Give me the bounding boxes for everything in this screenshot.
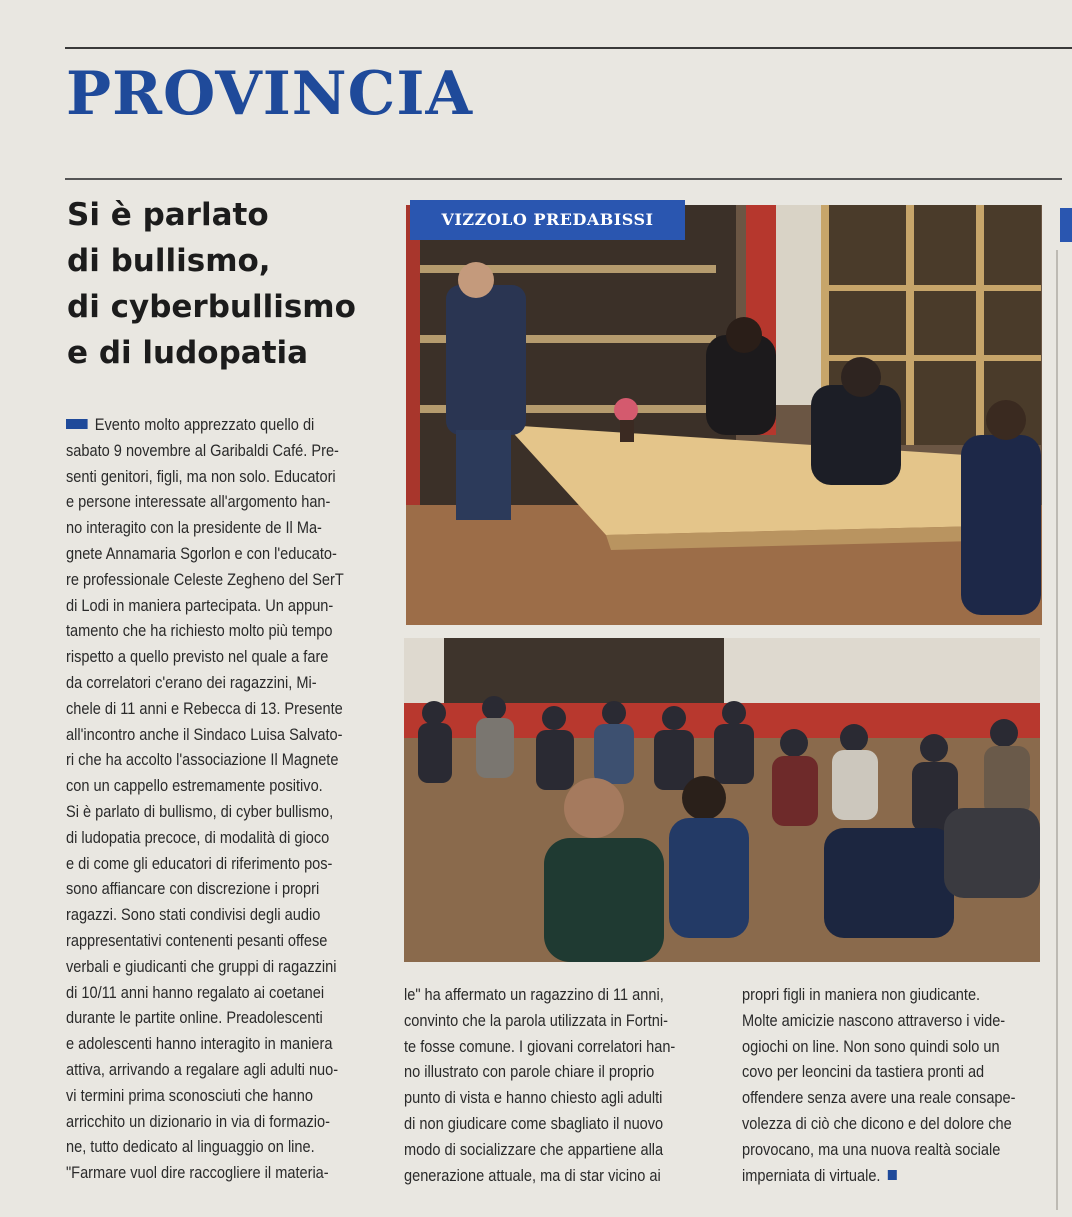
text-line: covo per leoncini da tastiera pronti ad bbox=[742, 1063, 985, 1082]
text-line: verbali e giudicanti che gruppi di ragazzini bbox=[66, 957, 337, 976]
text-line: Molte amicizie nascono attraverso i vide- bbox=[742, 1011, 1006, 1030]
text-line: modo di socializzare che appartiene alla bbox=[404, 1140, 664, 1159]
text-line: di Lodi in maniera partecipata. Un appun- bbox=[66, 596, 334, 615]
article-headline bbox=[67, 192, 397, 376]
text-line: chele di 11 anni e Rebecca di 13. Presente bbox=[66, 699, 343, 718]
text-line: volezza di ciò che dicono e del dolore che bbox=[742, 1114, 1012, 1133]
text-line: ne, tutto dedicato al linguaggio on line. bbox=[66, 1138, 315, 1157]
text-line: propri figli in maniera non giudicante. bbox=[742, 986, 981, 1004]
section-rule bbox=[65, 178, 1062, 180]
text-line: e persone interessate all'argomento han- bbox=[66, 493, 331, 512]
text-line: offendere senza avere una reale consape- bbox=[742, 1089, 1016, 1108]
text-line: tamento che ha richiesto molto più tempo bbox=[66, 622, 333, 641]
text-line: te fosse comune. I giovani correlatori han- bbox=[404, 1037, 676, 1056]
text-line: Si è parlato di bullismo, di cyber bullismo, bbox=[66, 802, 334, 821]
text-line: di ludopatia precoce, di modalità di gioco bbox=[66, 828, 330, 847]
headline-line: Si è parlato bbox=[67, 197, 269, 233]
article-column-1 bbox=[66, 413, 381, 1187]
text-line: no interagito con la presidente de Il Ma- bbox=[66, 519, 322, 538]
text-line: attiva, arrivando a regalare agli adulti nuo- bbox=[66, 1060, 339, 1079]
adjacent-article-tag bbox=[1060, 208, 1072, 242]
text-line: generazione attuale, ma di star vicino ai bbox=[404, 1166, 661, 1185]
text-line: vi termini prima sconosciuti che hanno bbox=[66, 1086, 313, 1105]
text-line: e adolescenti hanno interagito in maniera bbox=[66, 1035, 333, 1054]
blue-square-marker-icon bbox=[66, 419, 88, 429]
text-line: gnete Annamaria Sgorlon e con l'educato- bbox=[66, 544, 337, 563]
photo-speaker-at-table bbox=[406, 205, 1042, 625]
text-line: imperniata di virtuale. bbox=[742, 1164, 1066, 1190]
text-line: provocano, ma una nuova realtà sociale bbox=[742, 1140, 1001, 1159]
text-line: di 10/11 anni hanno regalato ai coetanei bbox=[66, 983, 325, 1002]
text-line: all'incontro anche il Sindaco Luisa Salvato- bbox=[66, 725, 343, 744]
text-line: di non giudicare come sbagliato il nuovo bbox=[404, 1114, 664, 1133]
text-line: punto di vista e hanno chiesto agli adulti bbox=[404, 1089, 663, 1108]
text-line: senti genitori, figli, ma non solo. Educatori bbox=[66, 467, 336, 486]
text-line: con un cappello estremamente positivo. bbox=[66, 777, 323, 796]
article-column-3 bbox=[742, 983, 1066, 1189]
text-line: ri che ha accolto l'associazione Il Magnete bbox=[66, 751, 339, 770]
text-line: arricchito un dizionario in via di formazio- bbox=[66, 1112, 330, 1131]
location-tag: VIZZOLO PREDABISSI bbox=[410, 200, 685, 240]
text-line: ragazzi. Sono stati condivisi degli audio bbox=[66, 906, 321, 925]
photo-audience bbox=[404, 638, 1040, 962]
headline-line: di bullismo, bbox=[67, 243, 271, 279]
text-line: Evento molto apprezzato quello di bbox=[66, 413, 381, 439]
text-line: da correlatori c'erano dei ragazzini, Mi- bbox=[66, 673, 317, 692]
text-line: durante le partite online. Preadolescenti bbox=[66, 1009, 323, 1028]
text-line: sono affiancare con discrezione i propri bbox=[66, 880, 320, 899]
text-line: ogiochi on line. Non sono quindi solo un bbox=[742, 1037, 1000, 1056]
text-line: sabato 9 novembre al Garibaldi Café. Pre- bbox=[66, 441, 339, 460]
text-line: e di come gli educatori di riferimento pos- bbox=[66, 854, 333, 873]
text-line: le" ha affermato un ragazzino di 11 anni, bbox=[404, 986, 664, 1004]
text-line: convinto che la parola utilizzata in Fortni- bbox=[404, 1011, 668, 1030]
text-line: no illustrato con parole chiare il proprio bbox=[404, 1063, 655, 1082]
text-line: rappresentativi contenenti pesanti offese bbox=[66, 931, 328, 950]
top-rule bbox=[65, 47, 1072, 49]
text-line: rispetto a quello previsto nel quale a fare bbox=[66, 648, 329, 667]
text-line: re professionale Celeste Zegheno del SerT bbox=[66, 570, 344, 589]
headline-line: di cyberbullismo bbox=[67, 289, 356, 325]
article-column-2 bbox=[404, 983, 728, 1189]
blue-square-end-marker-icon bbox=[888, 1170, 897, 1180]
section-title: PROVINCIA bbox=[66, 59, 474, 129]
headline-line: e di ludopatia bbox=[67, 335, 309, 371]
text-line: "Farmare vuol dire raccogliere il materia- bbox=[66, 1164, 329, 1183]
